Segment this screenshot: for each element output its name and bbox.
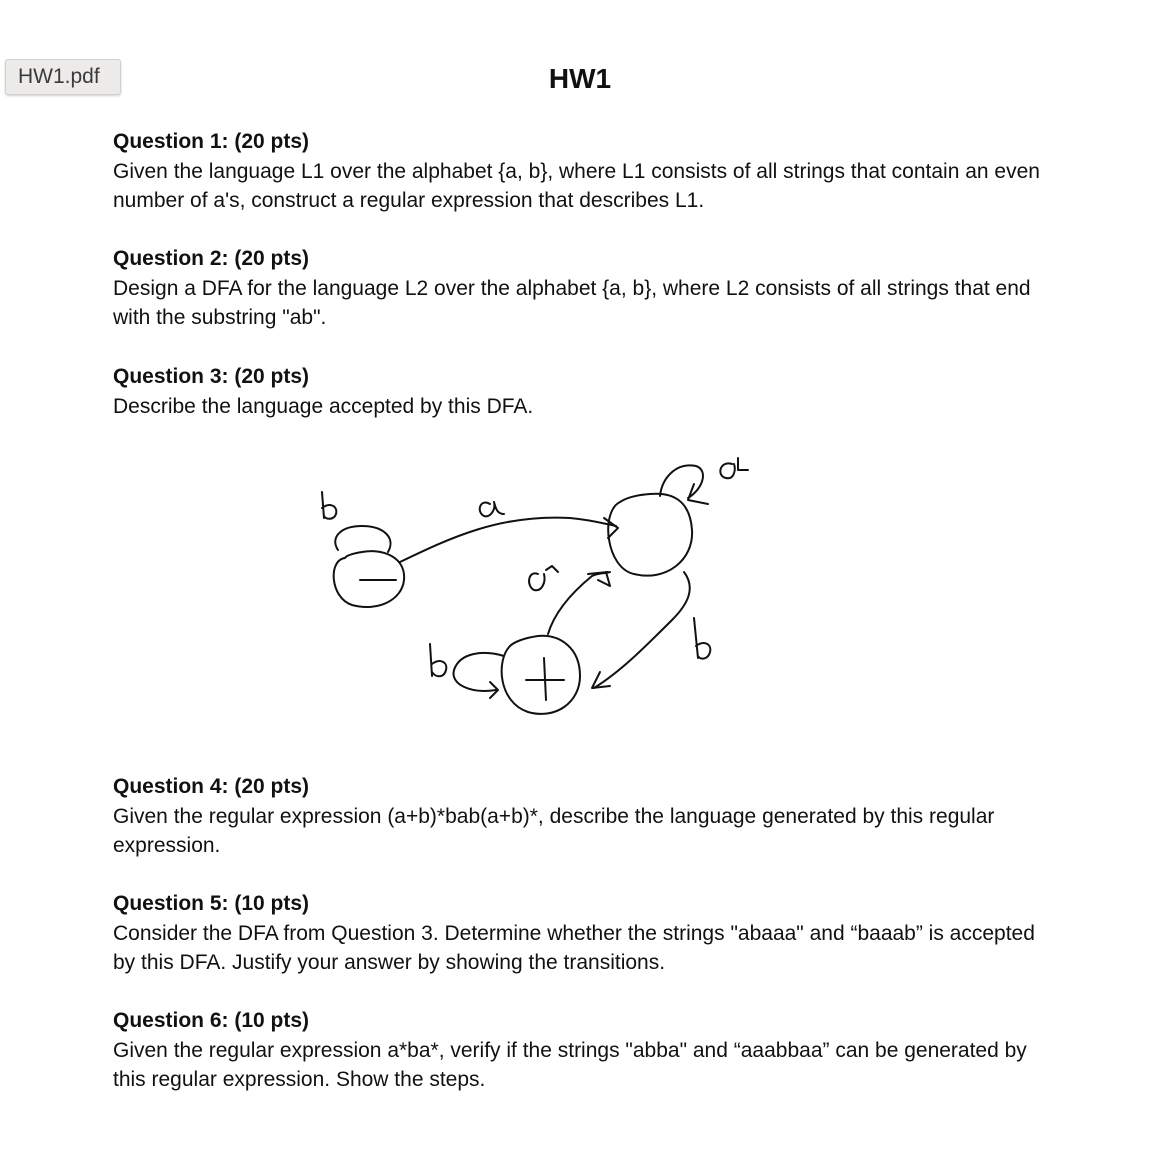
question-1 [113,127,1053,216]
middle-state [608,494,692,576]
page-title: HW1 [548,63,612,94]
question-body: Describe the language accepted by this DFA. [113,394,534,418]
dfa-diagram [300,440,770,730]
middle-state-loop [660,465,703,498]
final-loop-label-b [430,644,446,676]
file-tab[interactable]: HW1.pdf [5,59,121,95]
question-5 [113,889,1053,978]
start-to-middle-arrowhead [604,518,618,538]
question-6 [113,1006,1053,1095]
question-body: Given the language L1 over the alphabet {a, b}, where L1 consists of all strings that contain an even number of a's, construct a regular expression that describes L1. [113,159,1040,212]
middle-loop-label-a [720,458,748,478]
question-2 [113,244,1053,333]
question-body: Given the regular expression (a+b)*bab(a+b)*, describe the language generated by this regular expression. [113,804,995,857]
question-3 [113,362,1053,421]
start-to-middle-label-a [480,502,504,516]
question-heading: Question 6: (10 pts) [113,1009,310,1032]
question-heading: Question 4: (20 pts) [113,775,310,798]
middle-to-final-label-b [694,618,710,659]
question-heading: Question 2: (20 pts) [113,247,310,270]
start-to-middle-transition [400,518,616,562]
middle-loop-arrowhead [688,484,708,504]
question-heading: Question 5: (10 pts) [113,892,310,915]
question-heading: Question 1: (20 pts) [113,130,310,153]
final-state-loop [453,653,504,691]
start-state-loop [335,526,390,552]
question-body: Consider the DFA from Question 3. Determine whether the strings "abaaa" and “baaab” is accepted by this DFA. Justify your answer by showing the transitions. [113,921,1035,974]
question-4 [113,772,1053,861]
final-to-middle-label-a [529,566,558,590]
start-loop-label-b [322,492,336,519]
question-body: Design a DFA for the language L2 over the alphabet {a, b}, where L2 consists of all strings that end with the substring "ab". [113,276,1031,329]
question-heading: Question 3: (20 pts) [113,365,310,388]
middle-to-final-transition [594,572,690,688]
final-state [502,636,580,714]
question-body: Given the regular expression a*ba*, verify if the strings "abba" and “aaabbaa” can be generated by this regular expression. Show the steps. [113,1038,1027,1091]
